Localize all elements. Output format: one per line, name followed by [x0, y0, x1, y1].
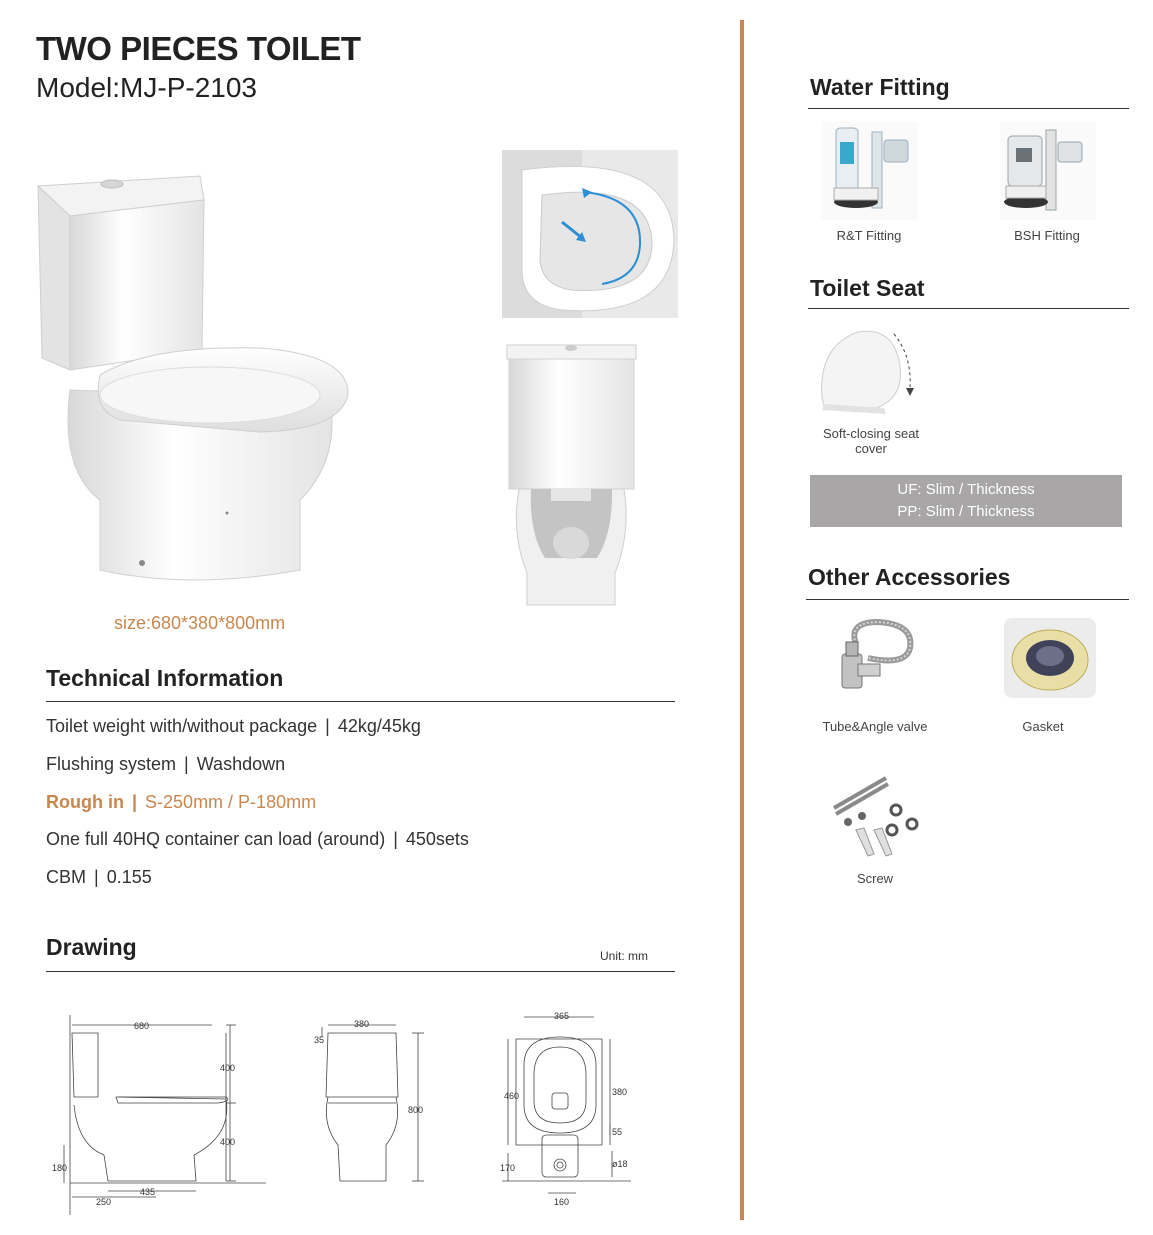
dim-side-bottom: 180 — [52, 1163, 68, 1173]
drawing-unit: Unit: mm — [600, 949, 648, 963]
bsh-fitting-image — [1000, 122, 1096, 220]
vertical-divider — [740, 20, 744, 1220]
gasket-image — [1004, 618, 1096, 698]
dim-side-width: 680 — [134, 1021, 150, 1031]
tech-key: Flushing system — [46, 754, 177, 774]
tech-key: One full 40HQ container can load (around) — [46, 829, 386, 849]
dim-top-460: 460 — [504, 1091, 520, 1101]
seat-cover-label: Soft-closing seat cover — [822, 426, 920, 456]
seat-cover-image — [814, 326, 918, 418]
page-title: TWO PIECES TOILET — [36, 30, 361, 67]
dim-side-base1: 250 — [96, 1197, 112, 1207]
tech-separator: | — [184, 754, 189, 774]
tube-valve-image — [828, 614, 922, 710]
accessories-rule — [806, 599, 1129, 600]
seat-band-line2: PP: Slim / Thickness — [897, 503, 1035, 520]
water-fitting-rule — [808, 108, 1129, 109]
tech-row-rough-in — [46, 792, 316, 813]
tech-row-cbm — [46, 867, 152, 888]
screw-image — [826, 770, 924, 866]
dim-top-160: 160 — [554, 1197, 570, 1207]
tech-separator: | — [325, 716, 330, 736]
technical-section-title: Technical Information — [46, 665, 284, 691]
technical-rule — [46, 701, 675, 702]
dim-front-top: 35 — [314, 1035, 325, 1045]
dim-front-width: 380 — [354, 1019, 370, 1029]
drawing-rule — [46, 971, 675, 972]
model-number: Model:MJ-P-2103 — [36, 72, 257, 103]
accessories-title: Other Accessories — [808, 564, 1011, 590]
dim-top-380: 380 — [612, 1087, 628, 1097]
tech-row-flushing — [46, 754, 285, 775]
tech-row-container — [46, 829, 469, 850]
dim-top-depth: 365 — [554, 1011, 570, 1021]
seat-band-line1: UF: Slim / Thickness — [897, 481, 1035, 498]
technical-drawing — [46, 1005, 686, 1220]
tech-value: Washdown — [196, 754, 286, 774]
tech-separator: | — [94, 867, 99, 887]
tech-value: 0.155 — [106, 867, 152, 887]
tech-separator: | — [393, 829, 398, 849]
tube-valve-label: Tube&Angle valve — [822, 719, 928, 734]
toilet-seat-rule — [808, 308, 1129, 309]
rt-fitting-label: R&T Fitting — [836, 228, 902, 243]
seat-material-band — [810, 475, 1122, 527]
dim-top-d18: ø18 — [612, 1159, 628, 1169]
dim-front-height: 800 — [408, 1105, 424, 1115]
tech-value: S-250mm / P-180mm — [145, 792, 317, 812]
gasket-label: Gasket — [1022, 719, 1064, 734]
tech-separator: | — [131, 792, 138, 812]
bowl-rimless-image — [502, 150, 678, 318]
tech-value: 450sets — [405, 829, 469, 849]
bsh-fitting-label: BSH Fitting — [1014, 228, 1080, 243]
toilet-seat-title: Toilet Seat — [810, 275, 925, 301]
tech-key: Rough in — [46, 792, 124, 812]
dim-side-lower: 400 — [220, 1137, 236, 1147]
screw-label: Screw — [856, 871, 894, 886]
tech-key: Toilet weight with/without package — [46, 716, 318, 736]
dim-side-base2: 435 — [140, 1187, 156, 1197]
toilet-main-image — [30, 170, 360, 600]
dim-top-55: 55 — [612, 1127, 623, 1137]
rt-fitting-image — [822, 122, 918, 220]
tech-value: 42kg/45kg — [337, 716, 421, 736]
tech-row-weight — [46, 716, 421, 737]
toilet-front-image — [505, 343, 638, 608]
dim-side-upper: 400 — [220, 1063, 236, 1073]
size-label: size:680*380*800mm — [114, 613, 286, 633]
water-fitting-title: Water Fitting — [810, 74, 950, 100]
drawing-section-title: Drawing — [46, 934, 137, 960]
tech-key: CBM — [46, 867, 86, 887]
dim-top-170: 170 — [500, 1163, 516, 1173]
